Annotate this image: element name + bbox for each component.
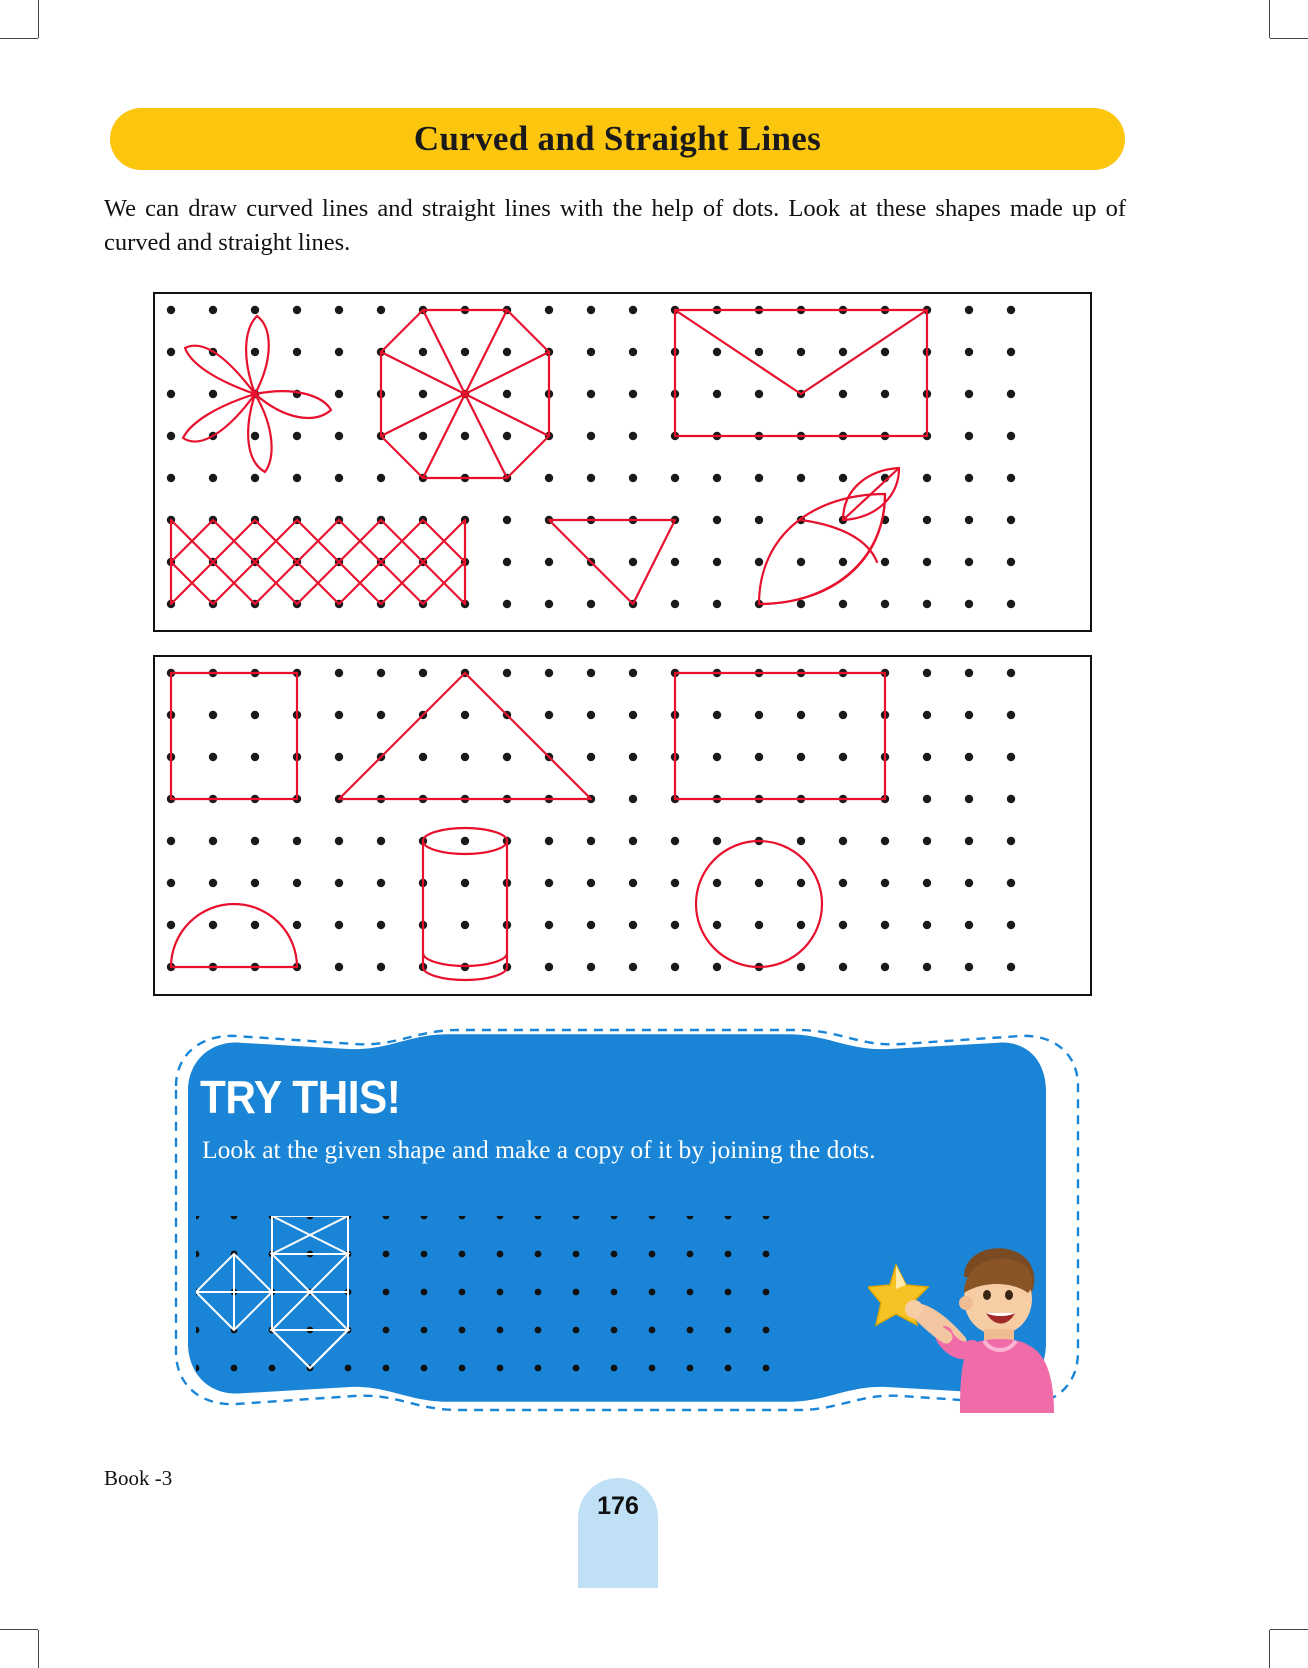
footer-book-label: Book -3	[104, 1466, 173, 1490]
shape-rectangle	[675, 673, 885, 799]
shape-trapezoid-cup	[549, 520, 675, 604]
panel-2-svg	[155, 657, 1086, 990]
boy-with-star-illustration	[868, 1237, 1078, 1422]
crop-mark-icon	[0, 1629, 38, 1630]
page-number: 176	[597, 1492, 639, 1520]
try-this-dot-grid	[196, 1216, 806, 1376]
shape-cylinder	[423, 828, 507, 980]
shape-square	[171, 673, 297, 799]
crop-mark-icon	[1270, 1629, 1308, 1630]
crop-mark-icon	[1269, 0, 1270, 38]
shape-eight-point-star	[381, 310, 549, 478]
try-this-box	[158, 1016, 1088, 1426]
intro-paragraph: We can draw curved lines and straight lines with the help of dots. Look at these shapes made up of curved and straight lines.	[104, 195, 1126, 256]
dot-grid-panel-basic-shapes	[153, 655, 1092, 996]
crop-mark-icon	[38, 1630, 39, 1668]
try-this-instruction: Look at the given shape and make a copy of it by joining the dots.	[202, 1135, 876, 1164]
shape-double-bowtie-cross-pattern	[196, 1216, 348, 1368]
shape-five-petal-flower	[183, 316, 331, 472]
crop-mark-icon	[0, 38, 38, 39]
page-title: Curved and Straight Lines	[413, 119, 822, 158]
crop-mark-icon	[1270, 38, 1308, 39]
try-this-heading: TRY THIS!	[200, 1071, 401, 1123]
shape-circle	[696, 841, 822, 967]
try-this-grid-svg	[196, 1216, 806, 1376]
shape-envelope	[675, 310, 927, 436]
dot-grid-panel-shapes	[153, 292, 1092, 632]
shape-leaf-pair	[759, 468, 899, 604]
crop-mark-icon	[1269, 1630, 1270, 1668]
crop-mark-icon	[38, 0, 39, 38]
shape-triangle	[339, 673, 591, 799]
panel-1-svg	[155, 294, 1086, 626]
page-title-banner	[110, 108, 1125, 170]
shape-semicircle	[171, 904, 297, 967]
